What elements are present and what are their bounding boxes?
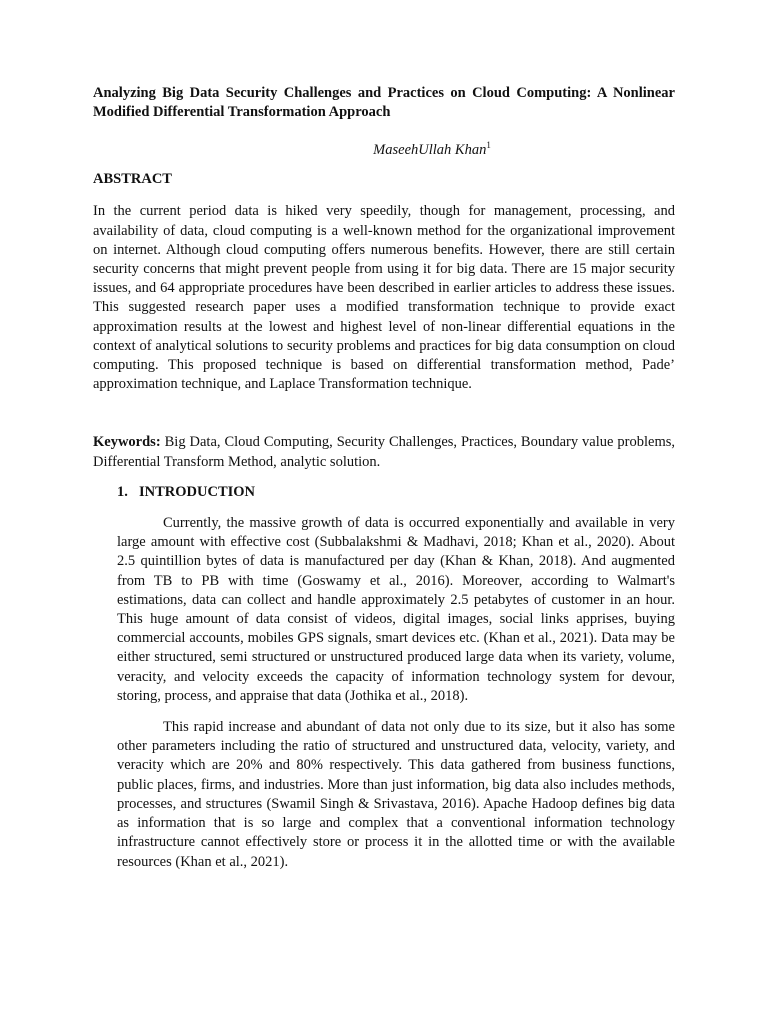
keywords-label: Keywords: [93, 434, 161, 451]
paper-title: Analyzing Big Data Security Challenges and Practices on Cloud Computing: A Nonlinear Modified Differential Transformation Approach [93, 85, 675, 120]
section-heading-introduction [93, 483, 675, 502]
author-name: MaseehUllah Khan [373, 142, 487, 158]
section-number: 1. [117, 483, 128, 500]
keywords-line [93, 433, 675, 471]
keywords-text: Big Data, Cloud Computing, Security Challenges, Practices, Boundary value problems, Differential Transform Method, analytic solution. [93, 434, 675, 470]
author-line [141, 141, 723, 160]
paper-page [93, 84, 675, 872]
section-title: INTRODUCTION [139, 483, 256, 500]
intro-paragraph-1: Currently, the massive growth of data is occurred exponentially and available in very large amount with effective cost (Subbalakshmi & Madhavi, 2018; Khan et al., 2020). About 2.5 quintillion bytes of data is manufactured per day (Khan & Khan, 2018). And augmented from TB to PB with time (Goswamy et al., 2016). Moreover, according to Walmart's estimations, data can collect and handle approximately 2.5 petabytes of customer in an hour. This huge amount of data consist of videos, digital images, social links apprises, buying commercial accounts, mobiles GPS signals, smart devices etc. (Khan et al., 2021). Data may be either structured, semi structured or unstructured produced large data when its variety, volume, veracity, and velocity exceeds the capacity of information technology system for devour, storing, process, and appraise that data (Jothika et al., 2018). [117, 515, 675, 704]
author-affiliation-marker: 1 [486, 140, 491, 150]
abstract-text: In the current period data is hiked very speedily, though for management, processing, and availability of data, cloud computing is a well-known method for the organizational improvement on internet. Although cloud computing offers numerous benefits. However, there are still certain security concerns that might prevent people from using it for big data. There are 15 major security issues, and 64 appropriate procedures have been described in earlier articles to address these issues. This suggested research paper uses a modified transformation technique to provide exact approximation results at the lowest and highest level of non-linear differential equations in the context of analytical solutions to security problems and practices for big data consumption on cloud computing. This proposed technique is based on differential transformation method, Pade’ approximation technique, and Laplace Transformation technique. [93, 203, 675, 393]
abstract-heading: ABSTRACT [93, 171, 172, 188]
intro-paragraph-2: This rapid increase and abundant of data not only due to its size, but it also has some other parameters including the ratio of structured and unstructured data, velocity, variety, and veracity which are 20% and 80% respectively. This data gathered from business functions, public places, firms, and industries. More than just information, big data also includes methods, processes, and structures (Swamil Singh & Srivastava, 2016). Apache Hadoop defines big data as information that is so large and complex that a conventional information technology infrastructure cannot effectively store or process it in the allotted time or with the available resources (Khan et al., 2021). [117, 719, 675, 870]
